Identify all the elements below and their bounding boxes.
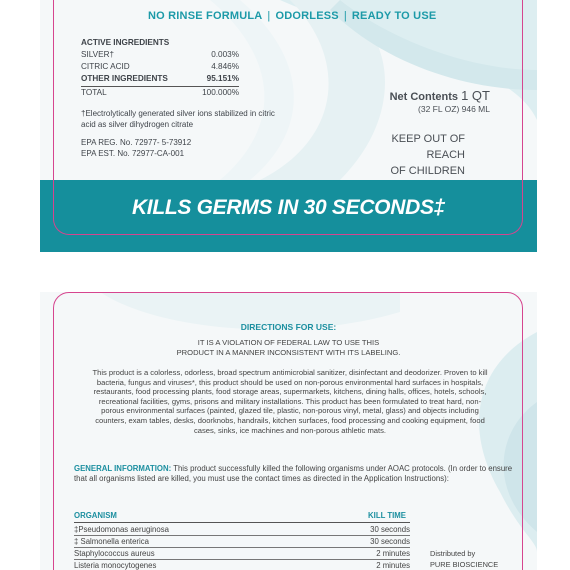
- organism-name: ‡Pseudomonas aeruginosa: [74, 525, 169, 534]
- ingredient-row: [81, 61, 239, 73]
- kill-time: 2 minutes: [376, 549, 410, 558]
- table-row: [74, 560, 410, 570]
- net-contents-quantity: 1 QT: [461, 88, 490, 103]
- label-back-panel: [40, 292, 537, 570]
- kill-time: 30 seconds: [370, 537, 410, 546]
- feature-no-rinse: NO RINSE FORMULA: [148, 10, 263, 22]
- ingredient-total-label: TOTAL: [81, 88, 107, 97]
- child-warning: [365, 131, 465, 179]
- net-contents-label: Net Contents: [389, 91, 459, 103]
- organism-name: ‡ Salmonella enterica: [74, 537, 149, 546]
- organism-table-header: [74, 511, 410, 521]
- feature-odorless: ODORLESS: [275, 10, 339, 22]
- ingredient-value: 4.846%: [211, 62, 239, 71]
- table-row: [74, 548, 410, 560]
- distributor-info: [430, 548, 498, 570]
- federal-law-notice: [40, 338, 537, 358]
- ingredient-name: SILVER†: [81, 50, 115, 59]
- ingredient-name: OTHER INGREDIENTS: [81, 74, 168, 83]
- organism-column-header: ORGANISM: [74, 511, 117, 520]
- ingredient-value: 95.151%: [206, 74, 239, 83]
- ingredient-name: CITRIC ACID: [81, 62, 130, 71]
- kills-germs-headline: KILLS GERMS IN 30 SECONDS‡: [131, 196, 446, 219]
- general-information: [74, 464, 514, 484]
- organism-table: [74, 511, 410, 570]
- kill-time: 30 seconds: [370, 525, 410, 534]
- epa-est-number: EPA EST. No. 72977-CA-001: [81, 149, 185, 158]
- child-warning-line2: OF CHILDREN: [390, 165, 465, 177]
- child-warning-line1: KEEP OUT OF REACH: [391, 133, 465, 161]
- general-information-text: This product successfully killed the following organisms under AOAC protocols. (In order to ensure that all organisms listed are killed, you must use the contact times as directed in the Application Instructions):: [74, 464, 513, 483]
- organism-name: Listeria monocytogenes: [74, 561, 157, 570]
- feature-tagline: [148, 10, 488, 22]
- silver-footnote: †Electrolytically generated silver ions stabilized in citric acid as silver dihydrogen citrate: [81, 109, 275, 129]
- table-row: [74, 524, 410, 536]
- ingredient-value: 0.003%: [211, 50, 239, 59]
- feature-separator: |: [267, 10, 271, 22]
- federal-law-line2: PRODUCT IN A MANNER INCONSISTENT WITH ITS LABELING.: [176, 348, 401, 357]
- organism-table-divider: [74, 522, 410, 523]
- feature-ready-to-use: READY TO USE: [351, 10, 437, 22]
- ingredient-total-row: [81, 87, 239, 99]
- kill-time: 2 minutes: [376, 561, 410, 570]
- ingredients-heading: ACTIVE INGREDIENTS: [81, 38, 170, 47]
- distributed-by-label: Distributed by: [430, 549, 476, 558]
- ingredient-row: [81, 73, 239, 85]
- directions-title: DIRECTIONS FOR USE:: [240, 322, 337, 332]
- epa-numbers: [81, 137, 239, 159]
- federal-law-line1: IT IS A VIOLATION OF FEDERAL LAW TO USE THIS: [197, 338, 380, 347]
- ingredient-total-value: 100.000%: [202, 88, 239, 97]
- organism-name: Staphylococcus aureus: [74, 549, 155, 558]
- ingredients-block: [81, 38, 275, 159]
- ingredient-row: [81, 49, 239, 61]
- net-contents-metric: (32 FL OZ) 946 ML: [418, 104, 490, 114]
- product-description: This product is a colorless, odorless, broad spectrum antimicrobial sanitizer, disinfectant and deodorizer. Proven to kill bacteria, fungus and viruses*, this product should be used on non-porous environmental hard surfaces in hospitals, restaurants, food processing plants, food storage areas, supermarkets, kitchens, dining halls, offices, hotels, schools, recreational facilities, gyms, prisons and military installations. This product has been formulated to treat hard, non-porous environmental surfaces (painted, glazed tile, plastic, non-porous vinyl, metal, glass) and objects including counters, exam tables, desks, doorknobs, handrails, kitchen surfaces, food processing and cooking equipment, food cases, sinks, ice machines and non-porous athletic mats.: [92, 368, 488, 435]
- kill-time-column-header: KILL TIME: [368, 511, 406, 520]
- net-contents: [380, 88, 490, 114]
- kills-germs-banner: [40, 180, 537, 252]
- general-information-label: GENERAL INFORMATION:: [74, 464, 172, 473]
- table-row: [74, 536, 410, 548]
- epa-reg-number: EPA REG. No. 72977- 5-73912: [81, 138, 192, 147]
- distributor-name: PURE BIOSCIENCE: [430, 560, 499, 569]
- feature-separator: |: [343, 10, 347, 22]
